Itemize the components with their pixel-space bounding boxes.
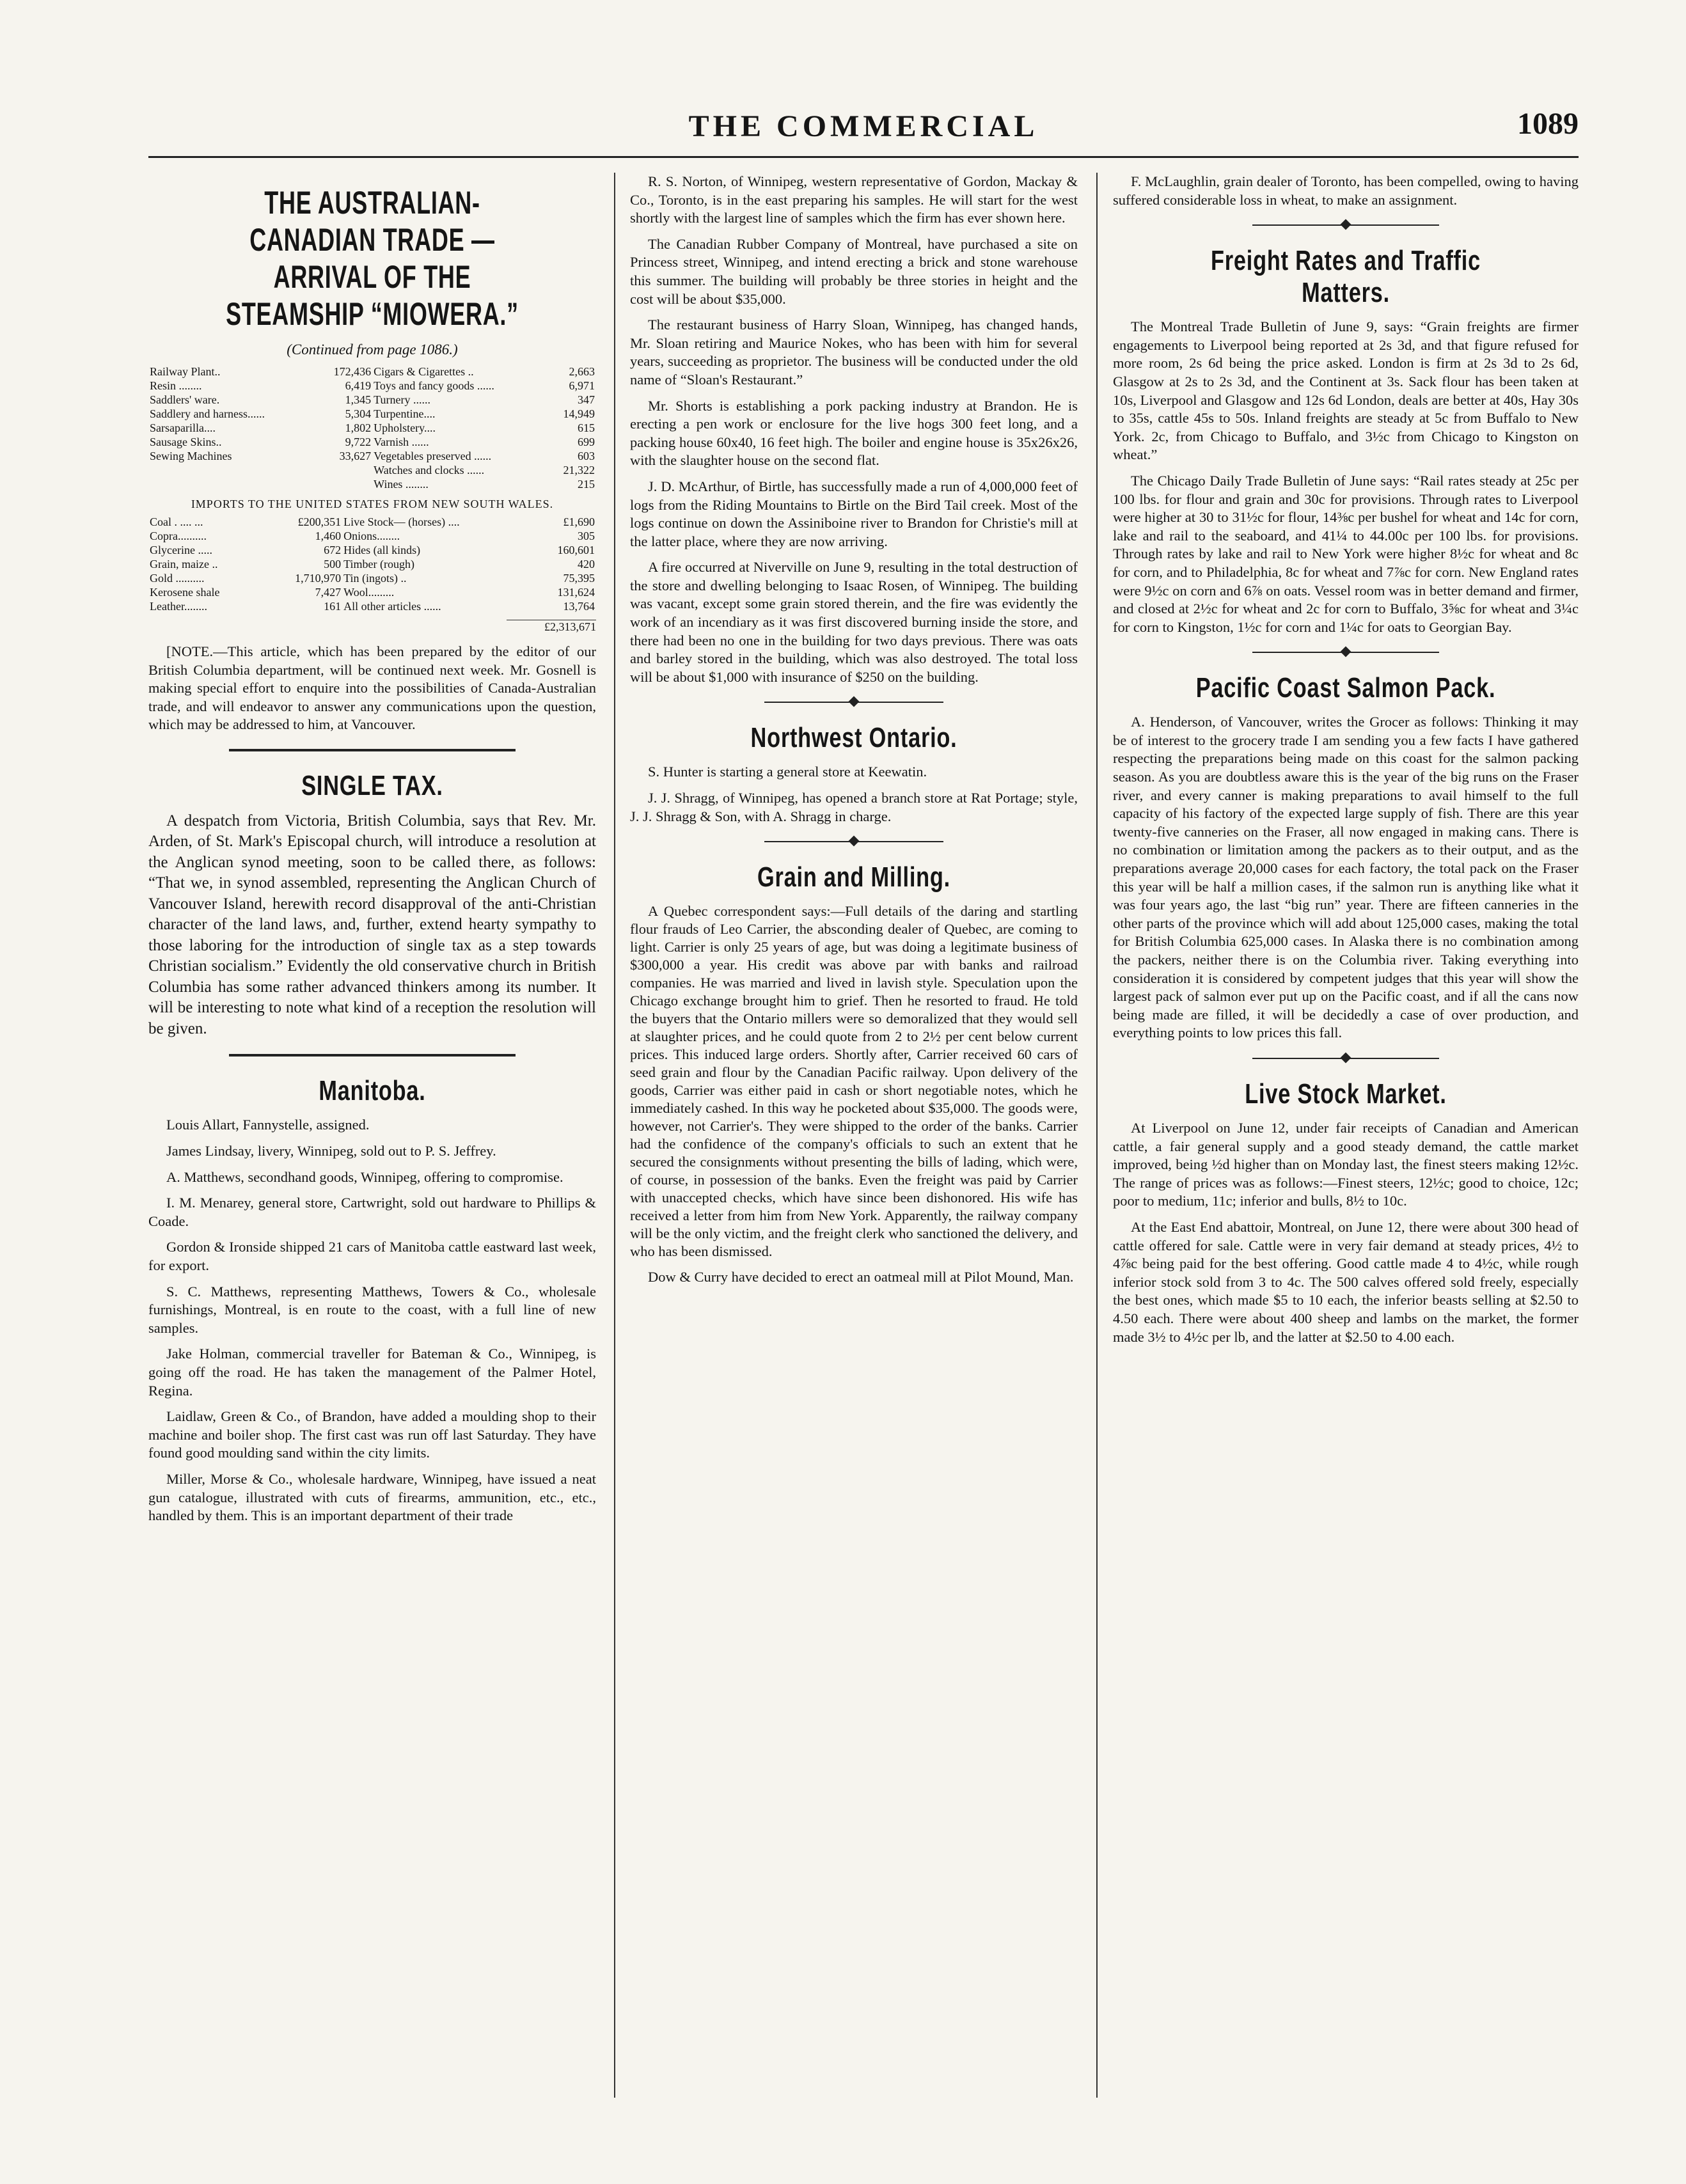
page-number: 1089 — [1517, 107, 1579, 141]
section-heading-salmon: Pacific Coast Salmon Pack. — [1195, 672, 1496, 704]
table-cell: 75,395 — [563, 572, 595, 585]
table-cell: Leather........ — [150, 600, 207, 613]
table-cell: 21,322 — [563, 464, 595, 476]
northwest-item: J. J. Shragg, of Winnipeg, has opened a branch store at Rat Portage; style, J. J. Shragg & Son, with A. Shragg in charge. — [630, 790, 1078, 824]
table-cell: £200,351 — [297, 515, 342, 528]
news-item: Mr. Shorts is establishing a pork packing industry at Brandon. He is erecting a pen work or enclosure for the live hogs 300 feet long, and a packing house 60x40, 16 feet high. The boiler and engine house is 35x26x26, with the slaughter house on the second flat. — [630, 397, 1078, 469]
salmon-paragraph: A. Henderson, of Vancouver, writes the Grocer as follows: Thinking it may be of interest to the grocery trade I am sending you a few facts I have gathered respecting the preparations being made on this coast for the salmon packing season. As you are doubtless aware this is the year of the big runs on the Fraser river, and every canner is making preparations to avail himself to the full capacity of his factory of the expected large supply of fish. There are this year twenty-five canneries on the Fraser, all now engaged in making cans. There is no combination or limitation among the packers as to their output, and as the preparations average 20,000 cases for each factory, the total pack on the Fraser this year will be half a million cases, if the salmon run is anything like what it was four years ago, the last “big run” year. There are fifteen canneries in the other parts of the province which will add about 125,000 cases, making the total for British Columbia 625,000 cases. In Alaska there is no combination among the packers, neither there is on the Columbia river. Taking everything into consideration it is considered by competent judges that this year will show the largest pack of salmon ever put up on the Pacific coast, and if all the cans now being made are filled, it will be decidedly a case of over production, and everything points to low prices this fall. — [1113, 714, 1579, 1041]
table-cell: 7,427 — [315, 586, 342, 599]
table-cell: Varnish ...... — [374, 436, 429, 448]
livestock-item: At the East End abattoir, Montreal, on June 12, there were about 300 head of cattle offered for sale. Cattle were in very fair demand at steady prices, 4½ to 4⅞c being paid for the best offering. Good cattle made 4 to 4½c, while rough inferior stock sold from 3 to 4c. The 500 calves offered sold freely, especially the best ones, which made $5 to 10 each, the inferior beasts selling at $2.50 to 4.50 each. There were about 400 sheep and lambs on the market, the former made 3½ to 4½c per lb, and the latter at $2.50 to 4.00 each. — [1113, 1218, 1579, 1345]
section-divider — [148, 742, 596, 758]
table-cell: Timber (rough) — [343, 558, 414, 570]
table-row — [148, 393, 596, 407]
editor-note: [NOTE.—This article, which has been prepared by the editor of our British Columbia department, will be continued next week. Mr. Gosnell is making special effort to enquire into the possibilities of Canada-Australian trade, and will endeavor to answer any communications upon the question, which may be addressed to him, at Vancouver. — [148, 643, 596, 733]
table-row — [148, 529, 596, 543]
table-cell: 160,601 — [557, 544, 595, 556]
table-cell: Coal . .... ... — [150, 515, 203, 528]
freight-item: The Chicago Daily Trade Bulletin of June says: “Rail rates steady at 25c per 100 lbs. for flour and grain and 30c for provisions. Through rates to Liverpool were higher at 30 to 31½c for flour, 14⅜c per bushel for wheat and 14c for corn, lake and rail to the seaboard, and 41¼ to 44.00c per 100 lbs. for provisions. Through rates by lake and rail to New York were higher 8½c for wheat and 8c for corn, and to Philadelphia, 8c for wheat and 7⅞c for corn. New England rates were 9½c on corn and 6⅞ on oats. Vessel room was in better demand and firmer, and closed at 2½c for wheat and 2c for corn to Buffalo, 3⅝c for wheat and 3¼c for corn to Kingston, 1½c for corn and 1¼c for oats to Georgian Bay. — [1113, 472, 1579, 635]
table-cell: 13,764 — [563, 600, 595, 613]
table-cell: 5,304 — [345, 407, 372, 420]
table-cell: 14,949 — [563, 407, 595, 420]
section-heading-grain-milling: Grain and Milling. — [757, 861, 950, 893]
section-heading-northwest-ontario: Northwest Ontario. — [750, 722, 957, 754]
table-cell: Turnery ...... — [374, 393, 431, 406]
table-cell: 603 — [578, 450, 595, 462]
column-2 — [630, 173, 1078, 2104]
freight-item: The Montreal Trade Bulletin of June 9, says: “Grain freights are firmer engagements to Liverpool being reported at 2s 3d, and that figure refused for more room, 2s 6d being the price asked. London is firm at 2s 3d to 2s 6d, Glasgow at 2s to 2s 3d, and the Continent at 3s. Sack flour has been taken at 10s, Liverpool and Glasgow and 12s 6d London, deals are better at 40s, Hay 30s to 35s, cattle 45s to 50s. Inland freights are steady at 5c from Buffalo to New York. 2c, from Chicago to Buffalo, and 3½c from Chicago to Kingston on wheat.” — [1113, 318, 1579, 463]
section-divider — [1113, 217, 1579, 233]
news-item: A fire occurred at Niverville on June 9, resulting in the total destruction of the store and dwelling belonging to Isaac Rosen, of Winnipeg. The building was vacant, except some grain stored therein, and the fire was evidently the work of an incendiary as it was first discovered burning inside the store, and there had been no one in the building for two days previous. There was oats and barley stored in the building, which was also destroyed. The total loss will be about $1,000 with insurance of $250 on the building. — [630, 559, 1078, 685]
table-cell: 1,345 — [345, 393, 372, 406]
table-row — [148, 557, 596, 571]
column-rule — [614, 173, 615, 2098]
table-row — [148, 477, 596, 491]
table-cell: Copra.......... — [150, 530, 207, 542]
table-cell: 215 — [578, 478, 595, 491]
article-headline-australian-trade: THE AUSTRALIAN-CANADIAN TRADE —ARRIVAL OF THE STEAMSHIP “MIOWERA.” — [226, 185, 519, 332]
column-rule — [1096, 173, 1098, 2098]
news-item: The restaurant business of Harry Sloan, Winnipeg, has changed hands, Mr. Sloan retiring and Maurice Nokes, who has been with him for several years, succeeding as proprietor. The business will be conducted under the old name of “Sloan's Restaurant.” — [630, 317, 1078, 388]
grain-item: Dow & Curry have decided to erect an oatmeal mill at Pilot Mound, Man. — [648, 1269, 1074, 1285]
continued-note: (Continued from page 1086.) — [287, 342, 458, 357]
table-cell: Grain, maize .. — [150, 558, 218, 570]
table-cell: Wines ........ — [374, 478, 429, 491]
table-row — [148, 543, 596, 557]
table-cell: 420 — [578, 558, 595, 570]
table-cell: Tin (ingots) .. — [343, 572, 407, 585]
table-cell: Vegetables preserved ...... — [374, 450, 492, 462]
section-heading-manitoba: Manitoba. — [319, 1075, 426, 1107]
table-cell: 699 — [578, 436, 595, 448]
table-cell: All other articles ...... — [343, 600, 441, 613]
table-cell: Sarsaparilla.... — [150, 421, 216, 434]
section-heading-live-stock: Live Stock Market. — [1245, 1078, 1447, 1110]
manitoba-item: A. Matthews, secondhand goods, Winnipeg, offering to compromise. — [166, 1168, 563, 1185]
exports-table — [148, 365, 596, 491]
section-divider — [1113, 1050, 1579, 1067]
table-cell: Kerosene shale — [150, 586, 220, 599]
section-divider — [630, 694, 1078, 711]
imports-table — [148, 515, 596, 613]
table-cell — [148, 463, 315, 477]
manitoba-items — [148, 1116, 596, 1525]
table-row — [148, 365, 596, 379]
news-item: J. D. McArthur, of Birtle, has successfully made a run of 4,000,000 feet of logs from the Riding Mountains to Birtle on the Bird Tail creek. Most of the logs continue on down the Assiniboine river to Brandon for Christie's mill at the latter place, where they are now arriving. — [630, 478, 1078, 549]
grain-items — [630, 902, 1078, 1286]
masthead-title: THE COMMERCIAL — [688, 109, 1039, 143]
table-row — [148, 449, 596, 463]
table-cell: Railway Plant.. — [150, 365, 221, 378]
table-cell: Live Stock— (horses) .... — [343, 515, 460, 528]
section-heading-single-tax: SINGLE TAX. — [301, 769, 443, 801]
table-cell — [315, 477, 372, 491]
table-cell: Glycerine ..... — [150, 544, 212, 556]
table-cell: Hides (all kinds) — [343, 544, 421, 556]
table-cell: 9,722 — [345, 436, 372, 448]
table-row — [148, 379, 596, 393]
table-cell: 2,663 — [569, 365, 595, 378]
livestock-items — [1113, 1119, 1579, 1346]
column-1 — [148, 173, 596, 2104]
grain-item: A Quebec correspondent says:—Full details of the daring and startling flour frauds of Leo Carrier, the absconding dealer of Quebec, are coming to light. Carrier is only 25 years of age, but was doing a legitimate business of $300,000 a year. His credit was above par with banks and railroad companies. He was married and lived in lavish style. Speculation upon the Chicago exchange brought him to grief. Then he resorted to fraud. He told the buyers that the Ontario millers were so demoralized that they would sell at slaughter prices, and he could quote from 2 to 2½ per cent below current prices. This induced large orders. Shortly after, Carrier received 60 cars of seed grain and flour by the Canadian Pacific railway. Upon delivery of the goods, Carrier was either paid in cash or short negotiable notes, which he immediately cashed. In this way he pocketed about $35,000. The goods were, however, not Carrier's. They were shipped to the order of the banks. Carrier had the confidence of the company's officials to such an extent that he secured the consignments without presenting the bills of lading, which were, of course, in possession of the banks. Even the freight was paid by Carrier with unaccepted checks, which have since been dishonored. His wife has received a letter from him from New York. Apparently, the railway company will be the only victim, and the freight clerk who sanctioned the delivery, and who has been dismissed. — [630, 903, 1078, 1260]
table-cell: Resin ........ — [150, 379, 202, 392]
table-cell: 6,971 — [569, 379, 595, 392]
table-cell — [148, 477, 315, 491]
northwest-items — [630, 763, 1078, 826]
livestock-item: At Liverpool on June 12, under fair receipts of Canadian and American cattle, a fair general supply and a good steady demand, the cattle market improved, being ½d higher than on Monday last, the finest steers making 12½c. The range of prices was as follows:—Finest steers, 12½c; good to choice, 12c; poor to medium, 11c; inferior and bulls, 8½ to 10c. — [1113, 1119, 1579, 1209]
table-cell: Cigars & Cigarettes .. — [374, 365, 474, 378]
manitoba-item: S. C. Matthews, representing Matthews, Towers & Co., wholesale furnishings, Montreal, is en route to the coast, with a full line of new samples. — [148, 1283, 596, 1336]
manitoba-item: Jake Holman, commercial traveller for Bateman & Co., Winnipeg, is going off the road. He has taken the management of the Palmer Hotel, Regina. — [148, 1346, 596, 1399]
column-3 — [1113, 173, 1579, 2104]
news-item: The Canadian Rubber Company of Montreal, have purchased a site on Princess street, Winnipeg, and intend erecting a brick and stone warehouse this summer. The building will probably be three stories in height and the cost will be about $35,000. — [630, 235, 1078, 307]
manitoba-item: Laidlaw, Green & Co., of Brandon, have added a moulding shop to their machine and boiler shop. The first cast was run off last Saturday. They have found good moulding sand within the city limits. — [148, 1408, 596, 1461]
table-cell: Sausage Skins.. — [150, 436, 222, 448]
mclaughlin-paragraph: F. McLaughlin, grain dealer of Toronto, has been compelled, owing to having suffered considerable loss in wheat, to make an assignment. — [1113, 173, 1579, 208]
table-row — [148, 515, 596, 529]
table-cell: £1,690 — [563, 515, 595, 528]
table-cell: 305 — [578, 530, 595, 542]
table-cell: Toys and fancy goods ...... — [374, 379, 494, 392]
section-heading-freight: Freight Rates and Traffic Matters. — [1211, 245, 1481, 309]
table-cell: Saddlers' ware. — [150, 393, 220, 406]
table-cell: 161 — [324, 600, 342, 613]
news-item: R. S. Norton, of Winnipeg, western representative of Gordon, Mackay & Co., Toronto, is in the east preparing his samples. He will start for the west shortly with the largest line of samples which the firm has ever shown here. — [630, 173, 1078, 226]
manitoba-item: I. M. Menarey, general store, Cartwright, sold out hardware to Phillips & Coade. — [148, 1195, 596, 1229]
manitoba-item: Gordon & Ironside shipped 21 cars of Manitoba cattle eastward last week, for export. — [148, 1239, 596, 1274]
table-cell: Sewing Machines — [150, 450, 232, 462]
table-row — [148, 407, 596, 421]
table-cell: Watches and clocks ...... — [374, 464, 485, 476]
imports-heading: IMPORTS TO THE UNITED STATES FROM NEW SOUTH WALES. — [191, 498, 554, 510]
table-cell: Saddlery and harness...... — [150, 407, 265, 420]
northwest-item: S. Hunter is starting a general store at Keewatin. — [648, 764, 927, 780]
table-cell: Gold .......... — [150, 572, 205, 585]
table-cell: 1,460 — [315, 530, 342, 542]
table-row — [148, 585, 596, 599]
table-cell: 172,436 — [333, 365, 372, 378]
masthead — [148, 95, 1579, 158]
section-divider — [148, 1047, 596, 1064]
freight-items — [1113, 318, 1579, 636]
table-row — [148, 463, 596, 477]
column-2-intro — [630, 173, 1078, 686]
table-cell — [315, 463, 372, 477]
table-cell: Upholstery.... — [374, 421, 436, 434]
imports-total: £2,313,671 — [507, 620, 596, 634]
section-divider — [1113, 644, 1579, 661]
single-tax-paragraph: A despatch from Victoria, British Columbia, says that Rev. Mr. Arden, of St. Mark's Episcopal church, will introduce a resolution at the Anglican synod meeting, soon to be called there, as follows: “That we, in synod assembled, representing the Anglican Church of Vancouver Island, herewith record disapproval of the anti-Christian character of the land laws, and, further, extend hearty sympathy to those laboring for the introduction of single tax as a step towards Christian socialism.” Evidently the old conservative church in British Columbia has some rather advanced thinkers among its number. It will be interesting to note what kind of a reception the resolution will be given. — [148, 812, 596, 1037]
table-cell: Wool......... — [343, 586, 395, 599]
table-cell: 1,802 — [345, 421, 372, 434]
table-cell: 615 — [578, 421, 595, 434]
table-row — [148, 571, 596, 585]
table-cell: 131,624 — [557, 586, 595, 599]
table-cell: 672 — [324, 544, 342, 556]
manitoba-item: Miller, Morse & Co., wholesale hardware, Winnipeg, have issued a neat gun catalogue, illustrated with cuts of firearms, ammunition, etc., etc., handled by them. This is an important department of their trade — [148, 1470, 596, 1524]
table-cell: 6,419 — [345, 379, 372, 392]
table-cell: Onions........ — [343, 530, 400, 542]
table-cell: 500 — [324, 558, 342, 570]
table-cell: 33,627 — [339, 450, 372, 462]
table-row — [148, 421, 596, 435]
table-cell: Turpentine.... — [374, 407, 436, 420]
manitoba-item: James Lindsay, livery, Winnipeg, sold out to P. S. Jeffrey. — [166, 1143, 496, 1159]
manitoba-item: Louis Allart, Fannystelle, assigned. — [166, 1117, 370, 1133]
table-cell: 347 — [578, 393, 595, 406]
table-row — [148, 599, 596, 613]
table-cell: 1,710,970 — [295, 572, 342, 585]
section-divider — [630, 833, 1078, 850]
table-row — [148, 435, 596, 449]
